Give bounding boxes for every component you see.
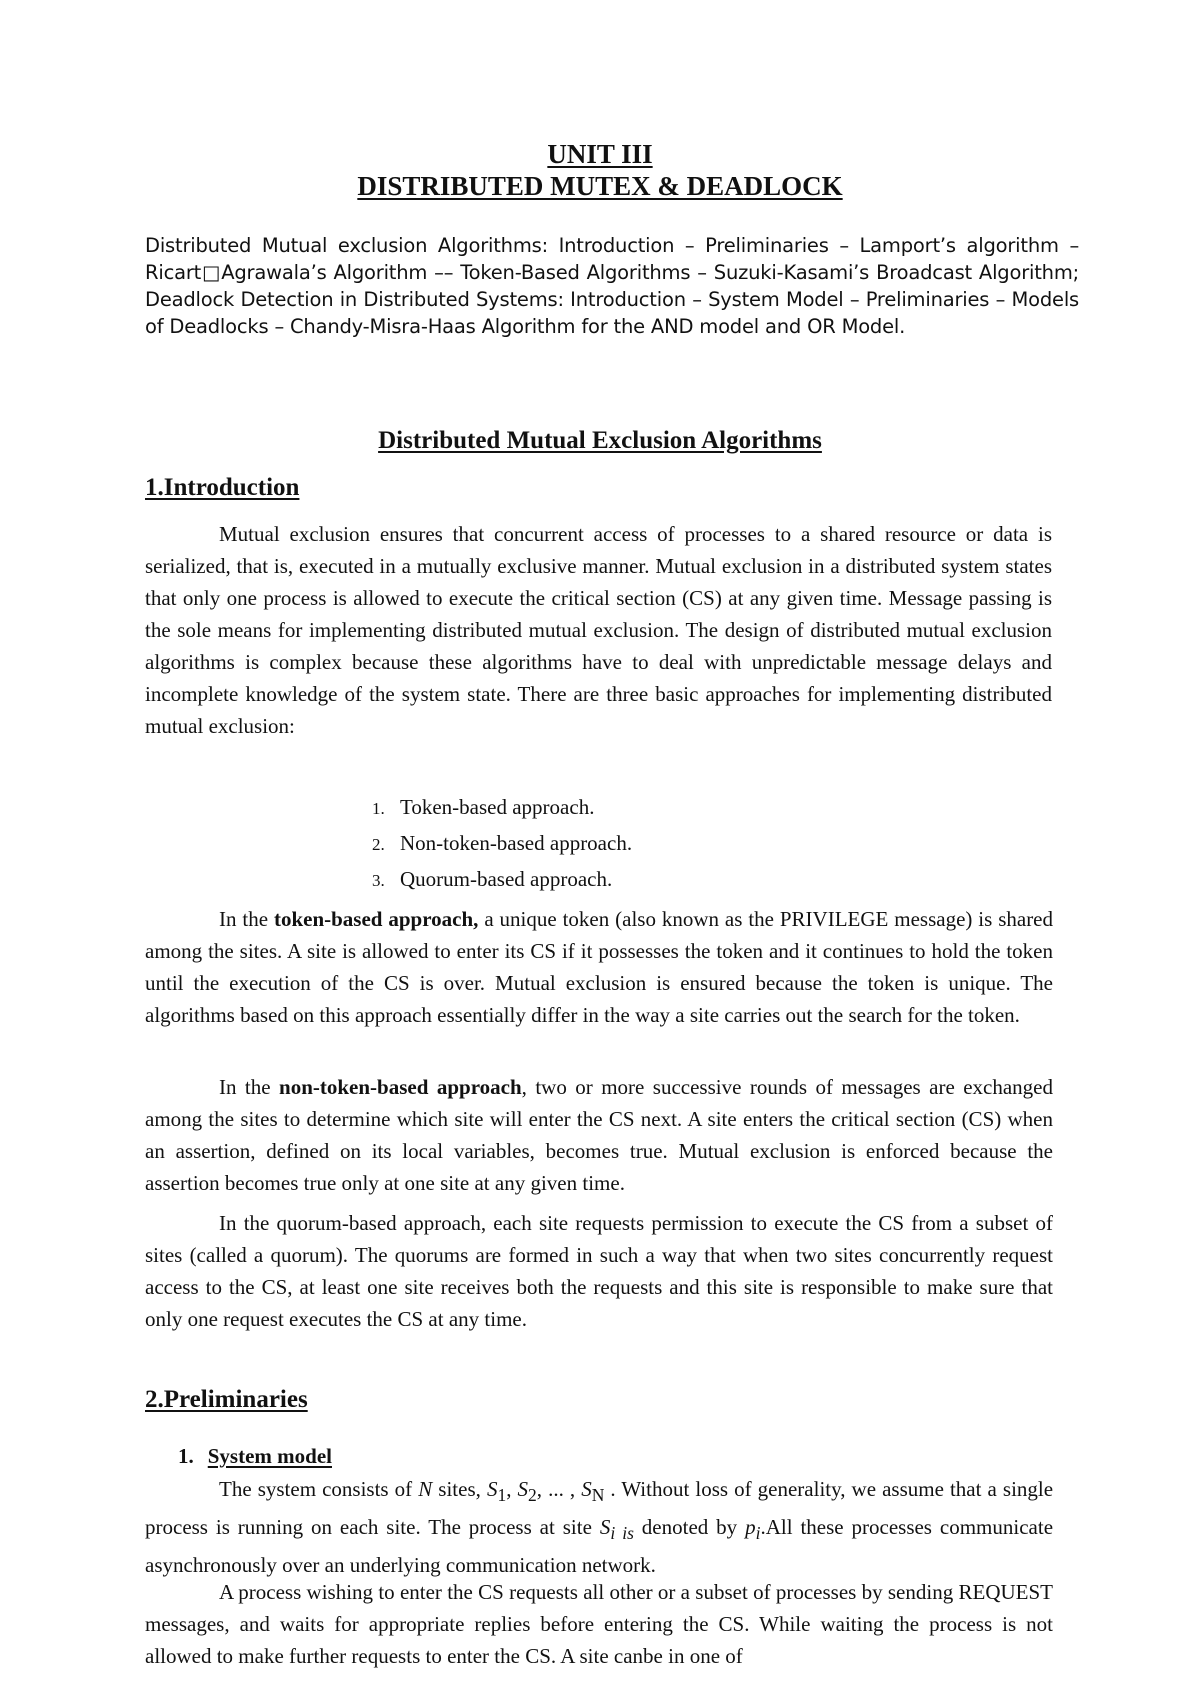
system-model-heading (178, 1441, 332, 1471)
math-sub: 1 (497, 1485, 507, 1506)
non-token-based-term: non-token-based approach (279, 1075, 522, 1099)
token-based-term: token-based approach, (273, 907, 479, 931)
section-title: Distributed Mutual Exclusion Algorithms (378, 427, 822, 454)
math-sub: 2 (528, 1485, 537, 1506)
math-sub: i is (610, 1523, 634, 1544)
text-run: . Without loss of generality, we assume that a single process is running on each site. The process at site (145, 1477, 1054, 1540)
list-item-number: 2. (372, 835, 385, 854)
system-model-paragraph (145, 1473, 1053, 1581)
list-item-number: 3. (372, 871, 385, 890)
math-si: S (599, 1515, 611, 1540)
text-run: sites, (438, 1477, 481, 1501)
unit-header (0, 138, 1200, 202)
text-run: The system consists of (219, 1477, 413, 1501)
text-run: , (506, 1477, 512, 1501)
process-request-paragraph: A process wishing to enter the CS requests all other or a subset of processes by sending REQUEST messages, and waits for appropriate replies before entering the CS. While waiting the process is not allowed to make further requests to enter the CS. A site canbe in one of (145, 1580, 1053, 1668)
introduction-heading: 1.Introduction (145, 474, 300, 501)
unit-number: UNIT III (547, 139, 653, 169)
system-model-label: System model (207, 1444, 332, 1468)
approaches-list (372, 790, 872, 898)
text-run: denoted by (641, 1515, 738, 1540)
token-based-paragraph (145, 903, 1053, 1031)
math-pi: p (745, 1515, 756, 1540)
list-item (372, 790, 872, 826)
token-lead: In the (219, 907, 269, 931)
syllabus-paragraph: Distributed Mutual exclusion Algorithms: Introduction – Preliminaries – Lamport’s algorithm – Ricart□Agrawala’s Algorithm –– Token-Based Algorithms – Suzuki-Kasami’s Broadcast Algorithm; Deadlock Detection in Distributed Systems: Introduction – System Model – Preliminaries – Models of Deadlocks – Chandy-Misra-Haas Algorithm for the AND model and OR Model. (145, 234, 1079, 338)
list-item-number: 1. (372, 799, 385, 818)
math-s1: S (486, 1477, 498, 1501)
math-s2: S (517, 1477, 529, 1501)
non-token-based-paragraph (145, 1071, 1053, 1199)
list-item-text: Non-token-based approach. (400, 831, 633, 855)
quorum-based-paragraph: In the quorum-based approach, each site requests permission to execute the CS from a subset of sites (called a quorum). The quorums are formed in such a way that when two sites concurrently request access to the CS, at least one site receives both the requests and this site is responsible to make sure that only one request executes the CS at any time. (145, 1211, 1053, 1331)
text-run: .All these processes communicate asynchronously over an underlying communication network. (145, 1515, 1054, 1578)
preliminaries-heading: 2.Preliminaries (145, 1386, 308, 1413)
math-sn: S (581, 1477, 592, 1501)
list-item-text: Quorum-based approach. (400, 867, 613, 891)
unit-title: DISTRIBUTED MUTEX & DEADLOCK (357, 171, 843, 201)
list-item (372, 826, 872, 862)
list-item-text: Token-based approach. (400, 795, 595, 819)
text-run: , ... , (536, 1477, 576, 1501)
non-token-body: , two or more successive rounds of messages are exchanged among the sites to determine which site will enter the CS next. A site enters the critical section (CS) when an assertion, defined on its local variables, becomes true. Mutual exclusion is enforced because the assertion becomes true only at one site at any given time. (145, 1075, 1053, 1195)
math-sub: N (591, 1485, 605, 1506)
list-item (372, 862, 872, 898)
math-n: N (418, 1477, 433, 1501)
math-sub: i (755, 1523, 761, 1544)
introduction-paragraph: Mutual exclusion ensures that concurrent access of processes to a shared resource or data is serialized, that is, executed in a mutually exclusive manner. Mutual exclusion in a distributed system states that only one process is allowed to execute the critical section (CS) at any given time. Message passing is the sole means for implementing distributed mutual exclusion. The design of distributed mutual exclusion algorithms is complex because these algorithms have to deal with unpredictable message delays and incomplete knowledge of the system state. There are three basic approaches for implementing distributed mutual exclusion: (145, 522, 1052, 738)
non-token-lead: In the (219, 1075, 271, 1099)
system-model-number: 1. (178, 1444, 194, 1468)
token-body: a unique token (also known as the PRIVILEGE message) is shared among the sites. A site is allowed to enter its CS if it possesses the token and it continues to hold the token until the execution of the CS is over. Mutual exclusion is ensured because the token is unique. The algorithms based on this approach essentially differ in the way a site carries out the search for the token. (145, 907, 1054, 1027)
